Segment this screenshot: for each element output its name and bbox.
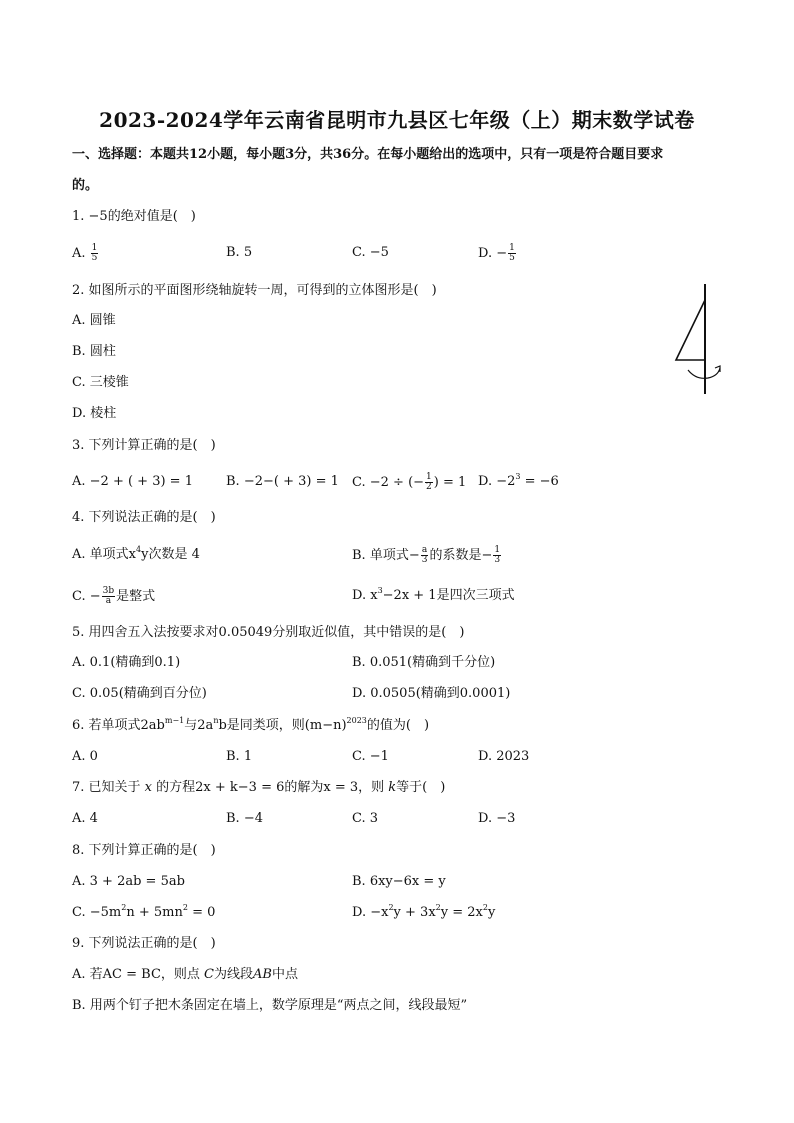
question-6-option-c: C. −1	[352, 749, 389, 764]
question-6-option-b: B. 1	[226, 749, 253, 764]
question-1-option-d: D. − $\frac{1}{5}$	[478, 243, 515, 263]
rotation-triangle-figure	[660, 282, 730, 397]
question-7-option-b: B. −4	[226, 811, 263, 826]
question-8-option-d: D. $-x^2y + 3x^2y = 2x^2y$	[352, 903, 496, 920]
question-4-stem: 4. 下列说法正确的是( )	[72, 510, 216, 525]
question-4-option-a: A. 单项式$x^4y$次数是 4	[72, 545, 200, 562]
question-4-option-d: D. $x^3-2x + 1$是四次三项式	[352, 586, 515, 603]
question-6-option-a: A. 0	[72, 749, 98, 764]
question-5-option-b: B. 0.051(精确到千分位)	[352, 655, 496, 670]
fraction: $\frac{1}{3}$	[494, 545, 501, 565]
question-1-option-b: B. 5	[226, 245, 253, 260]
question-8-stem: 8. 下列计算正确的是( )	[72, 843, 216, 858]
question-6-option-d: D. 2023	[478, 749, 530, 764]
question-2-option-c: C. 三棱锥	[72, 375, 129, 390]
page-title: 2023-2024学年云南省昆明市九县区七年级（上）期末数学试卷	[99, 108, 695, 132]
question-9-stem: 9. 下列说法正确的是( )	[72, 936, 216, 951]
question-2-option-a: A. 圆锥	[72, 313, 116, 328]
fraction: $\frac{a}{3}$	[421, 545, 428, 565]
question-7-option-c: C. 3	[352, 811, 379, 826]
section-intro-line-2: 的。	[72, 178, 99, 193]
question-8-option-b: B. 6xy−6x = y	[352, 874, 446, 889]
question-3-option-c: C. −2 ÷ (− $\frac{1}{2}$ ) = 1	[352, 472, 467, 492]
question-5-stem: 5. 用四舍五入法按要求对0.05049分别取近似值，其中错误的是( )	[72, 625, 465, 640]
question-7-option-a: A. 4	[72, 811, 98, 826]
question-7-option-d: D. −3	[478, 811, 516, 826]
question-6-stem: 6. 若单项式$2ab^{m-1}$与$2a^nb$是同类项，则$(m-n)^{2023}$的值为( )	[72, 716, 430, 733]
question-7-stem: 7. 已知关于 x 的方程2x + k−3 = 6的解为x = 3，则 k等于( )	[72, 780, 446, 795]
question-8-option-c: C. $-5m^2n + 5mn^2 = 0$	[72, 903, 216, 920]
fraction: $\frac{1}{5}$	[509, 243, 515, 263]
section-intro-line-1: 一、选择题：本题共12小题，每小题3分，共36分。在每小题给出的选项中，只有一项是符合题目要求	[72, 147, 664, 162]
question-9-option-b: B. 用两个钉子把木条固定在墙上，数学原理是“两点之间，线段最短”	[72, 998, 468, 1013]
question-4-option-c: C. − $\frac{3b}{a}$ 是整式	[72, 586, 156, 606]
question-5-option-d: D. 0.0505(精确到0.0001)	[352, 686, 511, 701]
triangle-shape	[676, 300, 705, 360]
question-1-stem: 1. −5的绝对值是( )	[72, 209, 196, 224]
question-3-stem: 3. 下列计算正确的是( )	[72, 438, 216, 453]
fraction: $\frac{1}{5}$	[91, 243, 98, 263]
question-9-option-a: A. 若AC = BC，则点 C为线段AB中点	[72, 967, 298, 982]
question-2-stem: 2. 如图所示的平面图形绕轴旋转一周，可得到的立体图形是( )	[72, 283, 437, 298]
question-3-option-a: A. −2 + ( + 3) = 1	[72, 474, 193, 489]
question-5-option-a: A. 0.1(精确到0.1)	[72, 655, 181, 670]
question-1-option-c: C. −5	[352, 245, 389, 260]
fraction: $\frac{1}{2}$	[426, 472, 432, 492]
question-4-option-b: B. 单项式− $\frac{a}{3}$ 的系数是− $\frac{1}{3}$	[352, 545, 501, 565]
question-3-option-d: D. $-2^3 = -6$	[478, 472, 559, 489]
fraction: $\frac{3b}{a}$	[102, 586, 115, 606]
question-8-option-a: A. 3 + 2ab = 5ab	[72, 874, 185, 889]
question-3-option-b: B. −2−( + 3) = 1	[226, 474, 339, 489]
question-1-option-a: A. $\frac{1}{5}$	[72, 243, 98, 263]
question-2-option-d: D. 棱柱	[72, 406, 117, 421]
question-5-option-c: C. 0.05(精确到百分位)	[72, 686, 207, 701]
question-2-option-b: B. 圆柱	[72, 344, 116, 359]
